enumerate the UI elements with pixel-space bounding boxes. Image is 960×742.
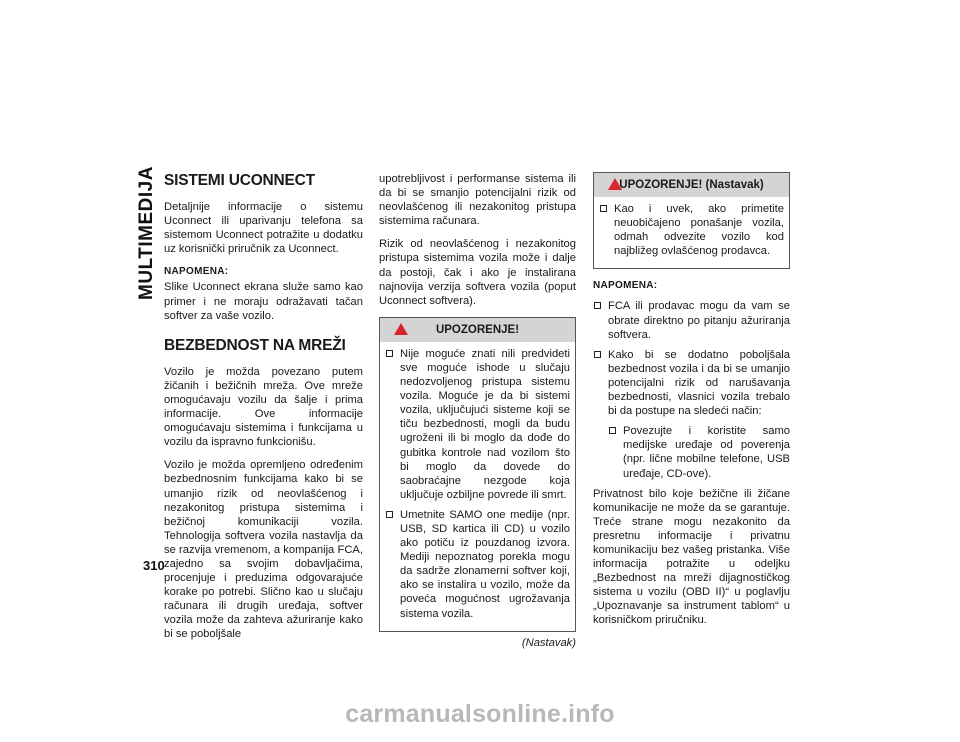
note-sub-item <box>608 424 790 480</box>
paragraph: Rizik od neovlašćenog i nezakonitog pristupa sistemima vozila može i dalje da postoji, čak i ako je instalirana najnovija verzija softvera vozila (poput Uconnect softvera). <box>379 238 576 307</box>
page-number: 310 <box>143 558 165 573</box>
note-item-text: FCA ili prodavac mogu da vam se obrate direktno po pitanju ažuriranja softvera. <box>608 300 790 341</box>
note-label: NAPOMENA: <box>593 280 658 292</box>
column-2 <box>379 172 576 650</box>
warning-body <box>594 197 789 268</box>
note-item-text: Kako bi se dodatno poboljšala bezbednost vozila i da bi se umanjio potencijalni rizik od narušavanja bezbednosti, vlasnici vozila trebalo bi da postupe na sledeći način: <box>608 348 790 418</box>
warning-item-text: Kao i uvek, ako primetite neuobičajeno ponašanje vozila, odmah odvezite vozilo kod najbližeg ovlašćenog prodavca. <box>614 203 784 258</box>
checkbox-bullet-icon <box>594 302 601 309</box>
note-text: Slike Uconnect ekrana služe samo kao primer i ne moraju odražavati tačan softver za vaše vozilo. <box>164 281 363 322</box>
paragraph: Vozilo je možda povezano putem žičanih i bežičnih mreža. Ove mreže omogućavaju vozilu da šalje i prima informacije. Ove informacije omogućavaju sistemima i funkcijama u vozilu da ispravno funkcionišu. <box>164 365 363 449</box>
warning-title: UPOZORENJE! <box>435 323 520 336</box>
warning-item <box>385 508 570 621</box>
column-1 <box>164 172 363 651</box>
continued-label: (Nastavak) <box>521 636 576 649</box>
note-item <box>593 348 790 418</box>
warning-header <box>594 173 789 197</box>
paragraph: Vozilo je možda opremljeno određenim bezbednosnim funkcijama kako bi se umanjio rizik od neovlašćenog i nezakonitog pristupa sistemima i bežičnoj komunikaciji vozila. Tehnologija softvera vozila nastavlja da se razvija vremenom, a kompanija FCA, zajedno sa svojim dobavljačima, procenjuje i preduzima odgovarajuće korake po potrebi. Slično kao u slučaju računara ili drugih uređaja, softver vozila može da zahteva ažuriranje kako bi se poboljšale <box>164 459 363 641</box>
section-title-cybersecurity: BEZBEDNOST NA MREŽI <box>164 336 346 354</box>
warning-title: UPOZORENJE! (Nastavak) <box>619 179 764 191</box>
chapter-side-tab <box>136 166 158 300</box>
watermark: carmanualsonline.info <box>345 700 615 728</box>
chapter-title: MULTIMEDIJA <box>136 166 157 300</box>
warning-header <box>380 318 575 342</box>
warning-body <box>380 342 575 631</box>
paragraph: Detaljnije informacije o sistemu Uconnect ili uparivanju telefona sa sistemom Uconnect potražite u dodatku uz korisnički priručnik za Uconnect. <box>164 201 363 256</box>
section-title-uconnect: SISTEMI UCONNECT <box>164 172 315 189</box>
checkbox-bullet-icon <box>386 511 393 518</box>
paragraph: Privatnost bilo koje bežične ili žičane komunikacije ne može da se garantuje. Treće strane mogu nezakonito da presretnu informacije i privatnu komunikaciju bez vašeg pristanka. Više informacija potražite u odeljku „Bezbednost na mreži dijagnostičkog sistema u vozilu (OBD II)“ u poglavlju „Upoznavanje sa instrument tablom“ u korisničkom priručniku. <box>593 487 790 627</box>
checkbox-bullet-icon <box>600 205 607 212</box>
warning-triangle-icon <box>608 178 622 190</box>
checkbox-bullet-icon <box>386 350 393 357</box>
note-label: NAPOMENA: <box>164 266 229 278</box>
note-sub-item-text: Povezujte i koristite samo medijske uređaje od poverenja (npr. lične mobilne telefone, USB uređaje, CD-ove). <box>623 425 790 480</box>
note-item <box>593 299 790 341</box>
warning-item-text: Nije moguće znati nili predvideti sve moguće ishode u slučaju nedozvoljenog pristupa sistemu vozila. Moguće je da bi sistemi vozila, uključujući sisteme koji se tiču bezbednosti, mogli da budu ugroženi ili bi moglo da dođe do gubitka kontrole nad vozilom što bi moglo da dovede do saobraćajne nezgode koja uključuje ozbiljne povrede ili smrt. <box>400 347 570 501</box>
checkbox-bullet-icon <box>609 427 616 434</box>
warning-box <box>379 317 576 632</box>
warning-box-continued <box>593 172 790 269</box>
warning-item <box>385 347 570 502</box>
checkbox-bullet-icon <box>594 351 601 358</box>
column-3 <box>593 172 790 637</box>
warning-item <box>599 202 784 258</box>
warning-item-text: Umetnite SAMO one medije (npr. USB, SD kartica ili CD) u vozilo ako potiču iz pouzdanog izvora. Mediji nepoznatog porekla mogu da sadrže zlonamerni softver koji, ako se instalira u vozilo, može da poveća mogućnost ugrožavanja sistema vozila. <box>400 508 570 620</box>
warning-triangle-icon <box>394 323 408 335</box>
paragraph: upotrebljivost i performanse sistema ili da bi se smanjio potencijalni rizik od neovlašćenog ili nezakonitog pristupa sistemima računara. <box>379 173 576 228</box>
